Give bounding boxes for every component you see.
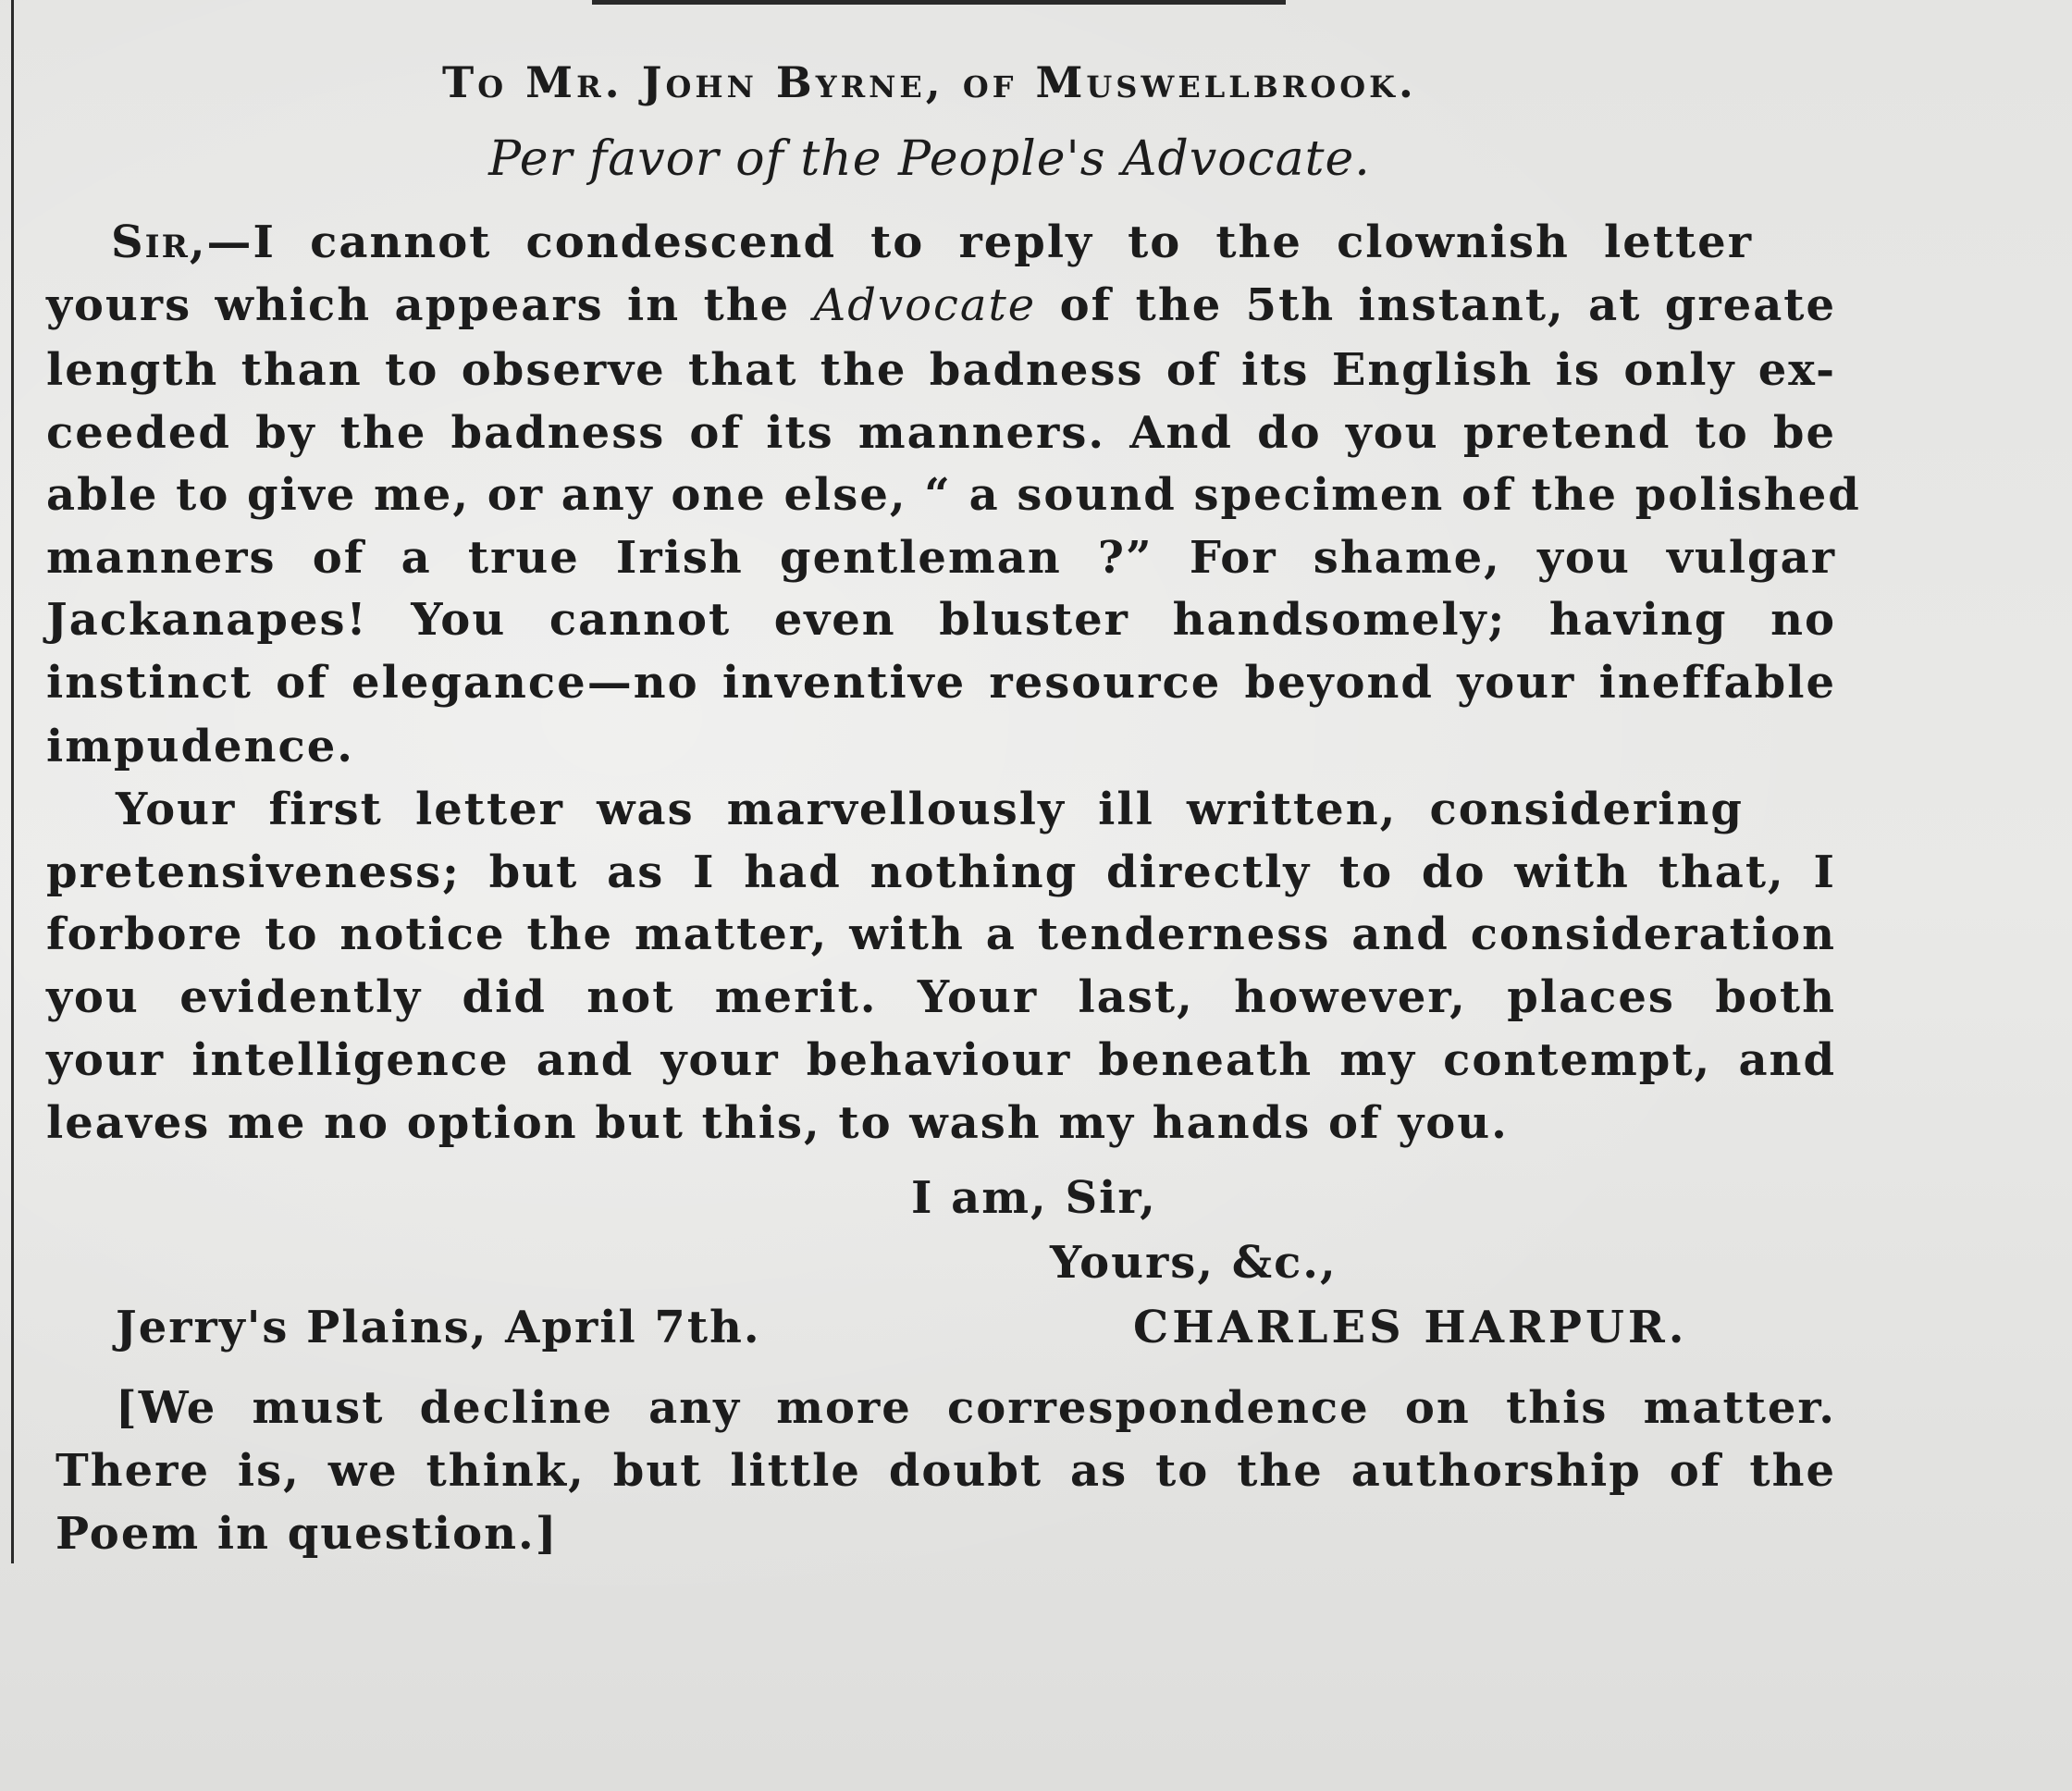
- closing-line2: Yours, &c.,: [1050, 1237, 1338, 1289]
- para1-line6: manners of a true Irish gentleman ?” For shame, you vulgar: [46, 532, 1836, 584]
- para1-line2: [46, 278, 1836, 333]
- para1-line1-text: —I cannot condescend to reply to the clownish letter: [206, 216, 1753, 268]
- para1-line7: Jackanapes! You cannot even bluster handsomely; having no: [46, 594, 1836, 646]
- top-column-rule: [592, 0, 1286, 5]
- para2-line4: you evidently did not merit. Your last, however, places both: [46, 971, 1836, 1023]
- editor-note-line3: Poem in question.]: [56, 1508, 559, 1560]
- signature: CHARLES HARPUR.: [1133, 1302, 1688, 1353]
- para2-line2: pretensiveness; but as I had nothing directly to do with that, I: [46, 846, 1836, 898]
- para1-line9: impudence.: [46, 721, 354, 772]
- closing-line1: I am, Sir,: [911, 1172, 1157, 1224]
- letter-heading: To Mr. John Byrne, of Muswellbrook.: [442, 57, 1417, 107]
- para1-line2-b: of the 5th instant, at greate: [1059, 279, 1837, 331]
- salutation: Sir,: [111, 216, 207, 268]
- para1-line8: instinct of elegance—no inventive resource beyond your ineffable: [46, 657, 1836, 709]
- para2-line6: leaves me no option but this, to wash my hands of you.: [46, 1097, 1509, 1149]
- para2-line1: Your first letter was marvellously ill written, considering: [116, 784, 1744, 835]
- para1-line2-a: yours which appears in the: [46, 279, 791, 331]
- place-date: Jerry's Plains, April 7th.: [116, 1302, 761, 1353]
- editor-note-line2: There is, we think, but little doubt as to the authorship of the: [56, 1445, 1836, 1497]
- para2-line5: your intelligence and your behaviour beneath my contempt, and: [46, 1034, 1836, 1086]
- letter-subheading: Per favor of the People's Advocate.: [488, 131, 1371, 187]
- para1-line3: length than to observe that the badness of its English is only ex-: [46, 344, 1836, 396]
- para1-line5: able to give me, or any one else, “ a sound specimen of the polished: [46, 469, 1861, 521]
- left-column-rule: [11, 0, 14, 1563]
- para1-line4: ceeded by the badness of its manners. And do you pretend to be: [46, 407, 1836, 459]
- para2-line3: forbore to notice the matter, with a tenderness and consideration: [46, 908, 1836, 960]
- newspaper-name: Advocate: [813, 279, 1037, 331]
- para1-line1: [111, 215, 1753, 270]
- editor-note-line1: [We must decline any more correspondence on this matter.: [116, 1382, 1836, 1434]
